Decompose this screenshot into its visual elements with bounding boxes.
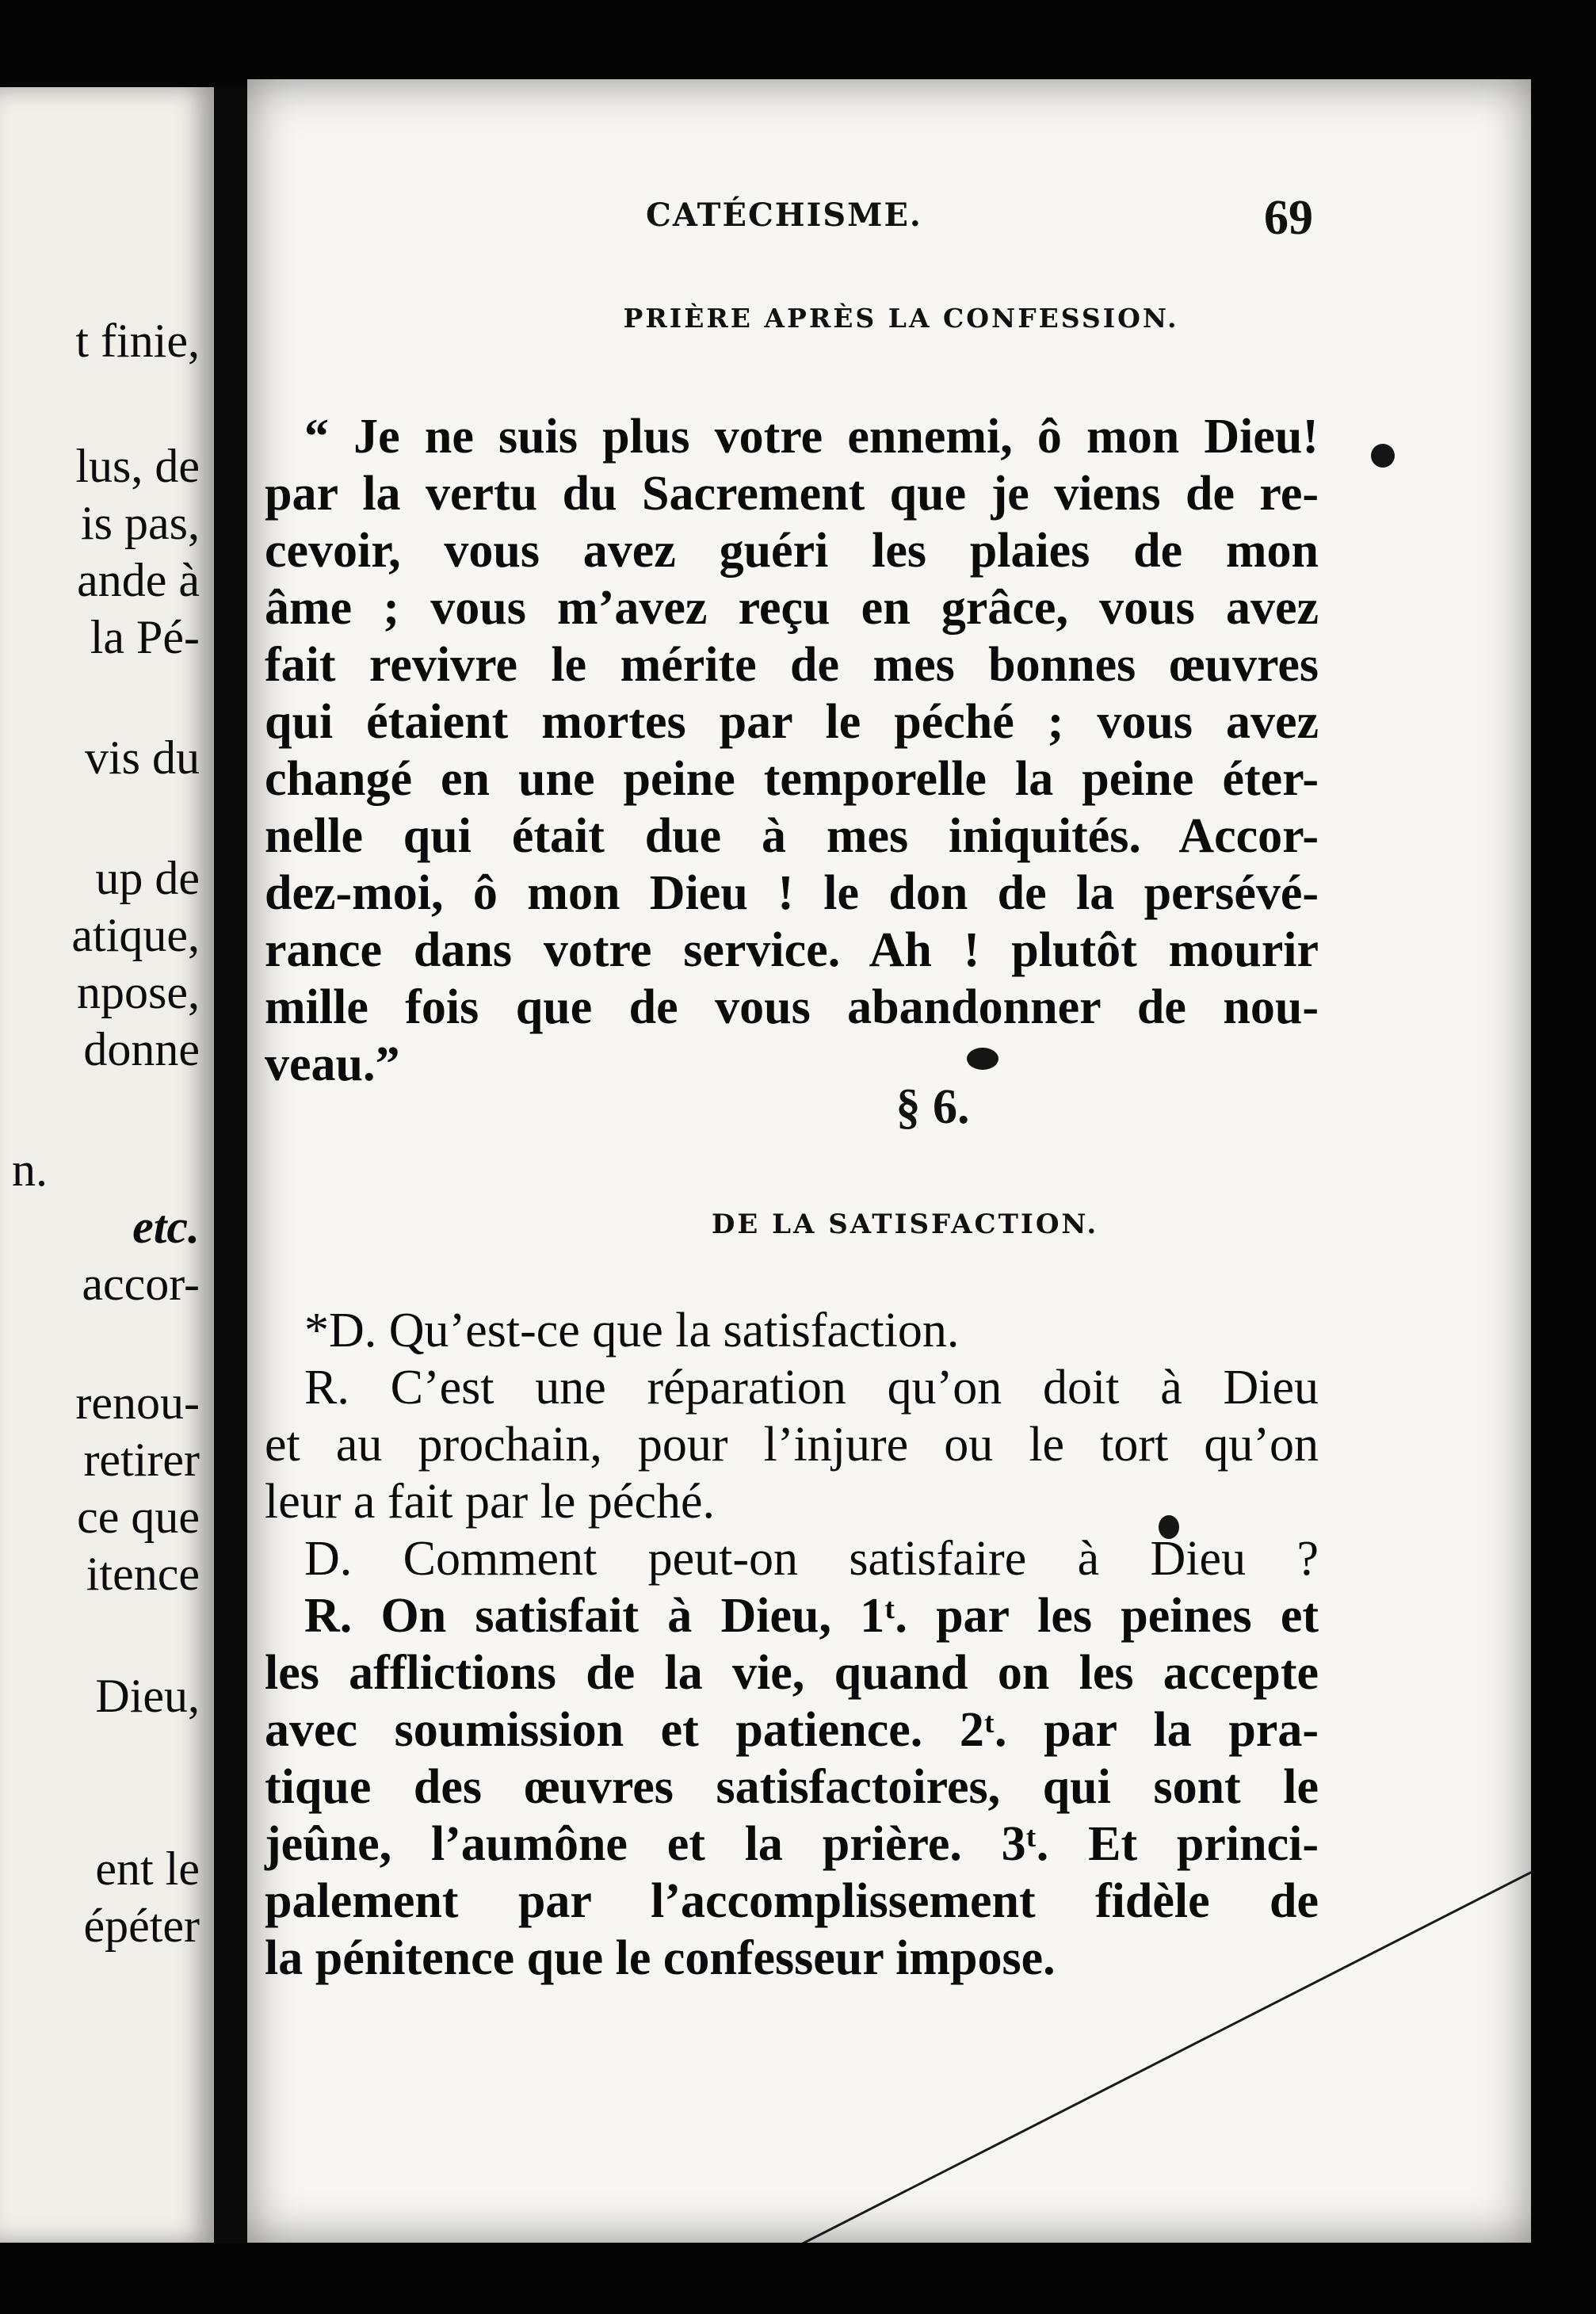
left-page-line: lus, de [75,440,200,492]
prayer-line: veau.” [265,1037,400,1091]
ink-blot [1371,444,1395,468]
left-page-line: renou- [75,1377,200,1429]
prayer-line: changé en une peine temporelle la peine éter- [265,752,1319,806]
prayer-line: dez-moi, ô mon Dieu ! le don de la persévé- [265,866,1319,920]
left-page-line: up de [95,852,200,904]
answer-line: avec soumission et patience. 2ᵗ. par la pra- [265,1703,1319,1757]
left-page-line: accor- [82,1258,200,1310]
left-page-line: itence [86,1548,200,1600]
answer-line: tique des œuvres satisfactoires, qui sont le [265,1760,1319,1814]
answer-line: palement par l’accomplissement fidèle de [265,1874,1319,1928]
section-number: § 6. [895,1080,970,1134]
left-page-line: t finie, [75,315,200,367]
prayer-line: mille fois que de vous abandonner de nou- [265,980,1319,1034]
section-heading: DE LA SATISFACTION. [711,1209,1099,1240]
prayer-line: âme ; vous m’avez reçu en grâce, vous avez [265,581,1319,635]
book-gutter [214,87,247,2243]
prayer-line: rance dans votre service. Ah ! plutôt mourir [265,923,1319,977]
prayer-line: qui étaient mortes par le péché ; vous avez [265,695,1319,749]
left-page-line: vis du [84,731,200,784]
answer-line: la pénitence que le confesseur impose. [265,1931,1056,1985]
left-page-line: is pas, [81,497,200,549]
left-page-line: la Pé- [90,611,200,663]
page-69 [247,79,1531,2243]
left-page-line: npose, [77,966,200,1018]
left-page-line: ande à [77,554,200,606]
running-head: CATÉCHISME. [646,197,922,234]
left-page-line: etc. [132,1201,200,1253]
prayer-line: fait revivre le mérite de mes bonnes œuvres [265,638,1319,692]
prayer-line: par la vertu du Sacrement que je viens de re- [265,467,1319,521]
left-page-line: ent le [95,1842,200,1895]
question-line: *D. Qu’est-ce que la satisfaction. [304,1304,960,1357]
left-page-fragment [0,87,214,2243]
left-page-line: n. [12,1144,48,1196]
prayer-line: nelle qui était due à mes iniquités. Accor- [265,809,1319,863]
prayer-heading: PRIÈRE APRÈS LA CONFESSION. [623,303,1179,334]
left-page-line: Dieu, [95,1670,200,1722]
left-page-line: ce que [77,1491,200,1543]
left-page-line: donne [83,1023,200,1075]
question-line: D. Comment peut-on satisfaire à Dieu ? [304,1532,1319,1586]
left-page-line: atique, [71,909,200,961]
prayer-line: cevoir, vous avez guéri les plaies de mon [265,524,1319,578]
answer-line: jeûne, l’aumône et la prière. 3ᵗ. Et princi- [265,1817,1319,1871]
answer-line: R. On satisfait à Dieu, 1ᵗ. par les peines et [304,1589,1319,1643]
answer-line: R. C’est une réparation qu’on doit à Dieu [304,1361,1319,1415]
prayer-line: “ Je ne suis plus votre ennemi, ô mon Dieu! [304,410,1319,464]
left-page-line: retirer [83,1434,200,1486]
answer-line: les afflictions de la vie, quand on les accepte [265,1646,1319,1700]
left-page-line: épéter [83,1900,200,1952]
page-number: 69 [1264,191,1313,245]
answer-line: et au prochain, pour l’injure ou le tort qu’on [265,1418,1319,1472]
answer-line: leur a fait par le péché. [265,1475,715,1529]
